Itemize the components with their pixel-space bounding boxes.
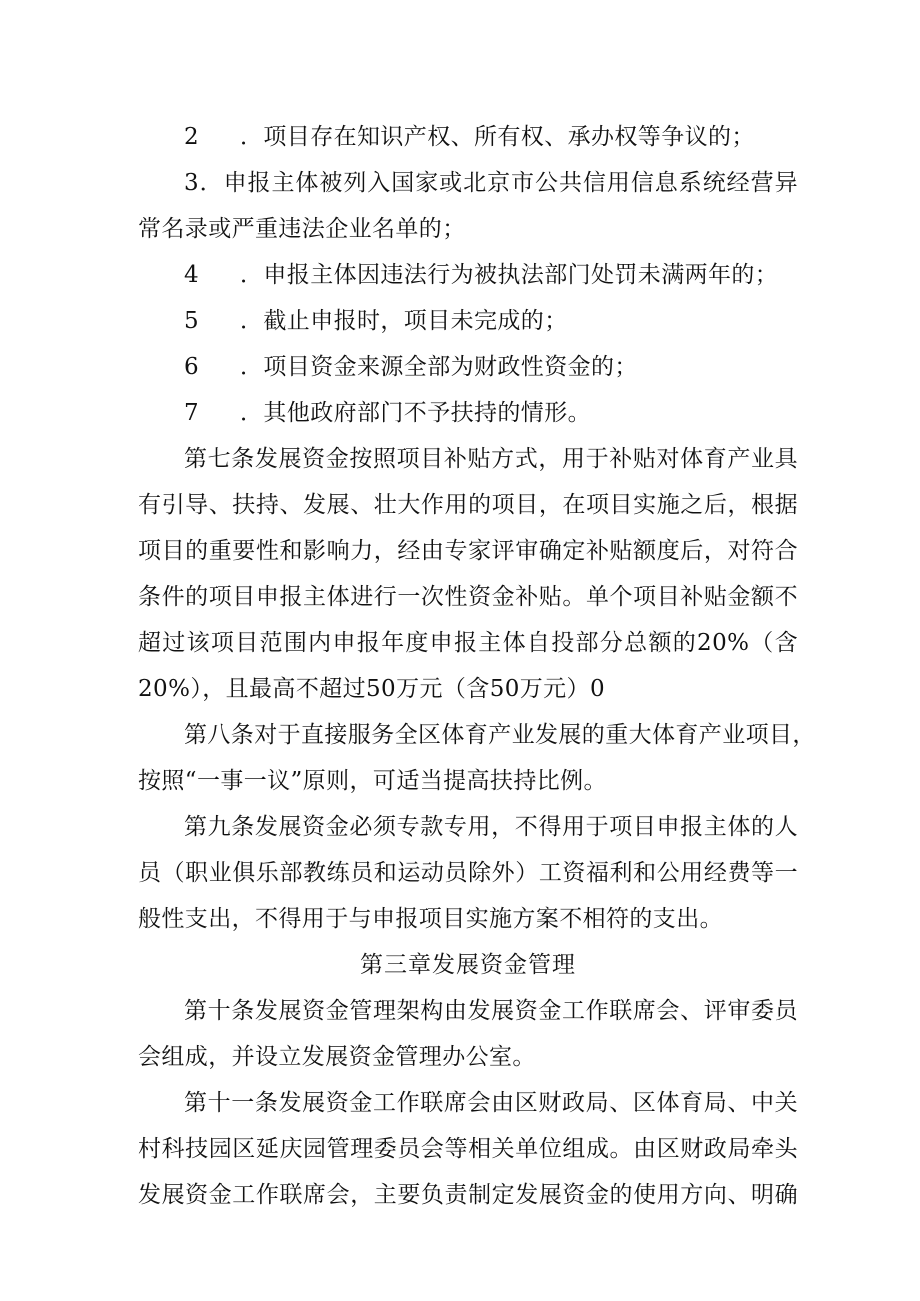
list-text: ．申报主体被列入国家或北京市公共信用信息系统经营异 bbox=[199, 170, 798, 196]
list-item-5 bbox=[138, 298, 798, 344]
article-10-line-2: 会组成，并设立发展资金管理办公室。 bbox=[138, 1044, 536, 1070]
article-11-line-3: 发展资金工作联席会，主要负责制定发展资金的使用方向、明确 bbox=[138, 1182, 798, 1208]
article-11-line-1: 第十一条发展资金工作联席会由区财政局、区体育局、中关 bbox=[184, 1090, 798, 1116]
list-item-7 bbox=[138, 390, 798, 436]
list-number: 3 bbox=[184, 170, 200, 196]
list-text: ．项目资金来源全部为财政性资金的； bbox=[240, 354, 638, 380]
list-text: ．项目存在知识产权、所有权、承办权等争议的； bbox=[240, 124, 755, 150]
list-text: ．申报主体因违法行为被执法部门处罚未满两年的； bbox=[240, 262, 779, 288]
list-item-4 bbox=[138, 252, 798, 298]
list-item-3 bbox=[138, 160, 798, 206]
article-10-line-1: 第十条发展资金管理架构由发展资金工作联席会、评审委员 bbox=[184, 998, 798, 1024]
list-number: 7 bbox=[184, 400, 200, 426]
list-number: 6 bbox=[184, 354, 200, 380]
article-8-line-1: 第八条对于直接服务全区体育产业发展的重大体育产业项目， bbox=[184, 722, 816, 748]
chapter-heading: 第三章发展资金管理 bbox=[360, 952, 576, 978]
article-9-line-1: 第九条发展资金必须专款专用，不得用于项目申报主体的人 bbox=[184, 814, 798, 840]
list-text: ．截止申报时，项目未完成的； bbox=[240, 308, 568, 334]
article-7-line-2: 有引导、扶持、发展、壮大作用的项目，在项目实施之后，根据 bbox=[138, 492, 798, 518]
list-item-6 bbox=[138, 344, 798, 390]
list-text: ．其他政府部门不予扶持的情形。 bbox=[240, 400, 591, 426]
article-7-line-5: 超过该项目范围内申报年度申报主体自投部分总额的20%（含 bbox=[138, 630, 798, 656]
list-item-2 bbox=[138, 114, 798, 160]
list-number: 2 bbox=[184, 124, 200, 150]
article-7-line-4: 条件的项目申报主体进行一次性资金补贴。单个项目补贴金额不 bbox=[138, 584, 798, 610]
article-7-line-6: 20%），且最高不超过50万元（含50万元）0 bbox=[138, 676, 605, 702]
article-11-line-2: 村科技园区延庆园管理委员会等相关单位组成。由区财政局牵头 bbox=[138, 1136, 798, 1162]
document-body bbox=[138, 114, 816, 1218]
article-7-line-1: 第七条发展资金按照项目补贴方式，用于补贴对体育产业具 bbox=[184, 446, 798, 472]
article-8-line-2: 按照“一事一议”原则，可适当提高扶持比例。 bbox=[138, 768, 607, 794]
article-9-line-3: 般性支出，不得用于与申报项目实施方案不相符的支出。 bbox=[138, 906, 723, 932]
article-9-line-2: 员（职业俱乐部教练员和运动员除外）工资福利和公用经费等一 bbox=[138, 860, 798, 886]
list-number: 4 bbox=[184, 262, 200, 288]
list-number: 5 bbox=[184, 308, 200, 334]
list-item-3-continued: 常名录或严重违法企业名单的； bbox=[138, 216, 466, 242]
article-7-line-3: 项目的重要性和影响力，经由专家评审确定补贴额度后，对符合 bbox=[138, 538, 798, 564]
